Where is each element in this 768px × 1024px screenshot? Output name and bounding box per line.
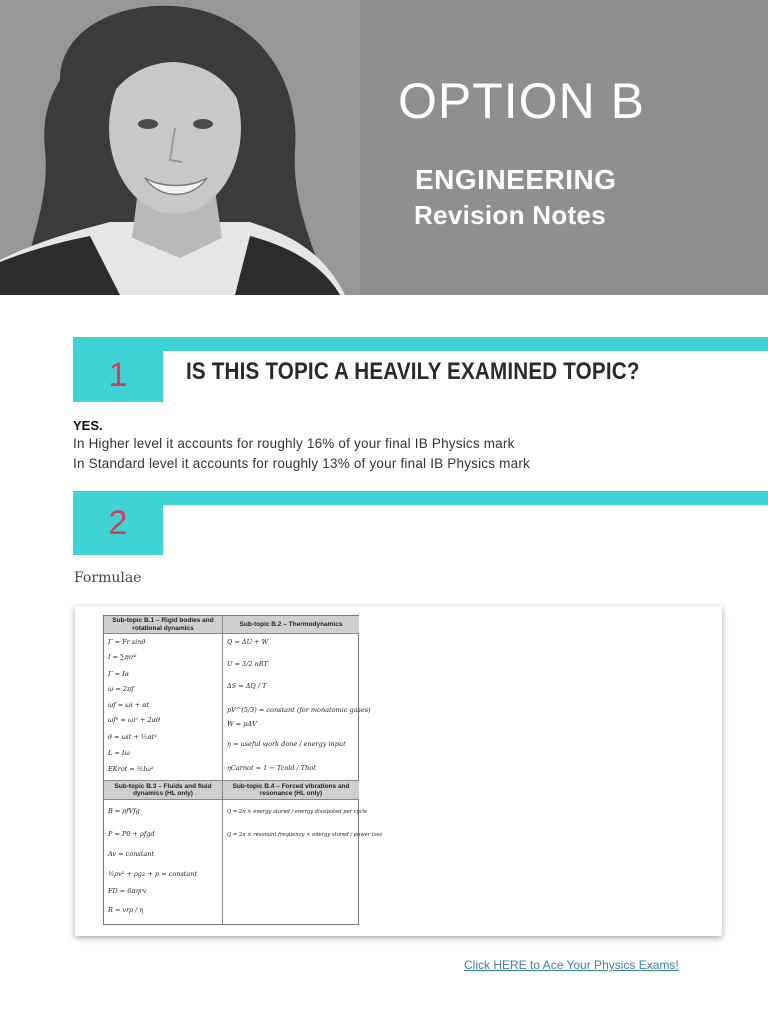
section1-number-box <box>73 337 163 402</box>
section2-number-box <box>73 491 163 555</box>
b2-header: Sub-topic B.2 – Thermodynamics <box>223 616 359 634</box>
page-title: OPTION B <box>398 73 645 129</box>
formula-b3: Av = constant <box>108 850 155 858</box>
section1-number: 1 <box>108 356 128 394</box>
formula-b3: ½ρv² + ρgz + p = constant <box>108 870 198 878</box>
formula-b1: Γ = Iα <box>108 670 130 678</box>
formula-b1: L = Iω <box>108 749 130 757</box>
formula-b2: W = pΔV <box>227 720 257 728</box>
subtitle-revision-notes: Revision Notes <box>414 200 607 230</box>
section1-heading: IS THIS TOPIC A HEAVILY EXAMINED TOPIC? <box>186 358 640 385</box>
formula-b1: ω = 2πf <box>108 685 134 693</box>
formula-b3: B = ρfVfg <box>108 807 140 815</box>
formula-b1: ωf = ωi + αt <box>108 701 150 709</box>
ace-exams-link[interactable]: Click HERE to Ace Your Physics Exams! <box>464 958 679 972</box>
formula-sheet <box>103 615 382 925</box>
formula-b4: Q = 2π × resonant frequency × energy stored / power loss <box>227 832 382 838</box>
formula-b2: ΔS = ΔQ / T <box>227 682 267 690</box>
subtitle-engineering: ENGINEERING <box>415 164 617 195</box>
portrait-photo <box>0 0 360 295</box>
formula-b1: θ = ωit + ½αt² <box>108 733 157 741</box>
formula-b2: η = useful work done / energy input <box>227 740 346 748</box>
formula-b1: Γ = Fr sinθ <box>108 638 146 646</box>
column-divider <box>222 616 223 924</box>
formula-b1: EKrot = ½Iω² <box>108 765 154 773</box>
formula-b3: FD = 6πηrv <box>108 887 147 895</box>
section2-number: 2 <box>108 504 128 542</box>
formulae-label: Formulae <box>74 570 142 586</box>
section1-answer: YES. <box>73 418 103 433</box>
section1-accent-bar <box>153 337 768 351</box>
section1-line-hl: In Higher level it accounts for roughly 16% of your final IB Physics mark <box>73 436 515 451</box>
formula-b3: P = P0 + ρfgd <box>108 830 155 838</box>
formula-b2: ηCarnot = 1 − Tcold / Thot <box>227 764 316 772</box>
section1-line-sl: In Standard level it accounts for roughly 13% of your final IB Physics mark <box>73 456 530 471</box>
header-banner <box>0 0 768 295</box>
formula-b2: U = 3/2 nRT <box>227 660 268 668</box>
b3-header: Sub-topic B.3 – Fluids and fluid dynamics (HL only) <box>104 780 222 800</box>
b1-header: Sub-topic B.1 – Rigid bodies and rotational dynamics <box>104 616 222 634</box>
formula-b4: Q = 2π × energy stored / energy dissipated per cycle <box>227 809 368 815</box>
formula-b1: ωf² = ωi² + 2αθ <box>108 716 160 724</box>
formula-b3: R = vrρ / η <box>108 906 144 914</box>
b4-header: Sub-topic B.4 – Forced vibrations and resonance (HL only) <box>223 780 359 800</box>
formula-b2: Q = ΔU + W <box>227 638 269 646</box>
formula-b2: pV^(5/3) = constant (for monatomic gases) <box>227 706 371 714</box>
section2-accent-bar <box>153 491 768 505</box>
formula-b1: I = ∑mr² <box>108 653 137 661</box>
